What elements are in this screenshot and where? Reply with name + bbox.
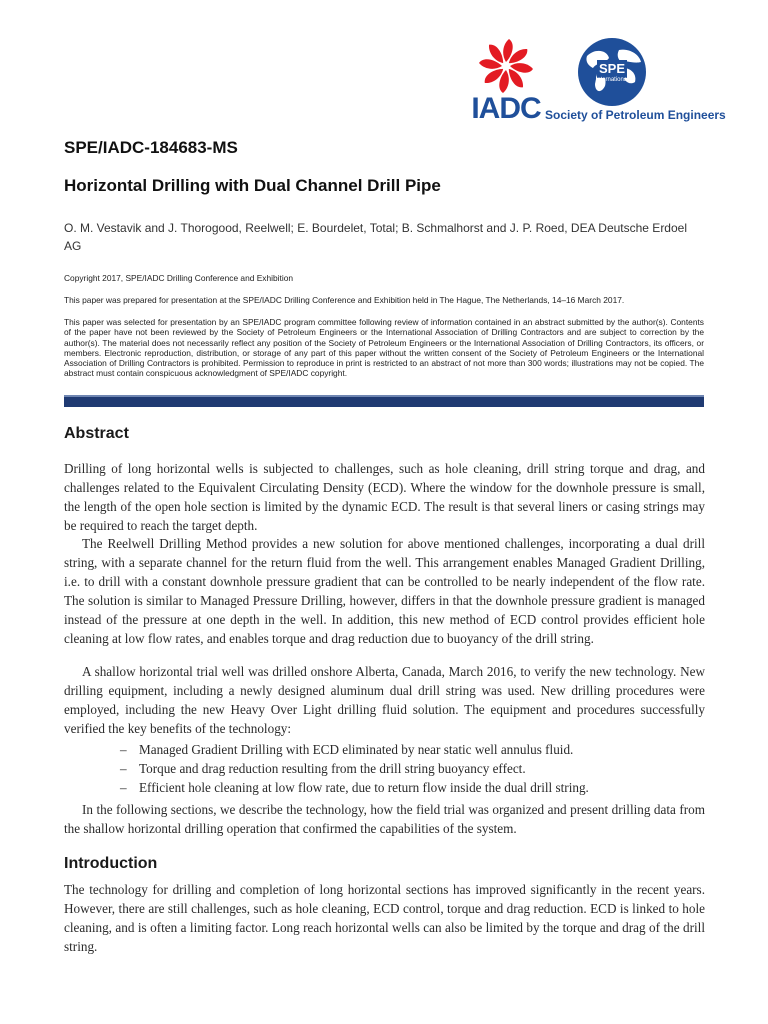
iadc-wordmark: IADC xyxy=(471,92,541,125)
abstract-paragraph: A shallow horizontal trial well was drilled onshore Alberta, Canada, March 2016, to verify the new technology. New drilling equipment, including a newly designed aluminum dual drill string was used. New drilling procedures were employed, including the new Heavy Over Light drilling fluid solution. The equipment and procedures successfully verified the key benefits of the technology: xyxy=(64,664,705,736)
header-divider xyxy=(64,397,704,407)
benefits-list xyxy=(120,740,680,797)
disclaimer: This paper was selected for presentation by an SPE/IADC program committee following review of information contained in an abstract submitted by the author(s). Contents of the paper have not been reviewed by the Society of Petroleum Engineers or the International Association of Drilling Contractors and are subject to correction by the author(s). The material does not necessarily reflect any position of the Society of Petroleum Engineers or the International Association of Drilling Contractors, its officers, or members. Electronic reproduction, distribution, or storage of any part of this paper without the written consent of the Society of Petroleum Engineers or the International Association of Drilling Contractors is prohibited. Permission to reproduce in print is restricted to an abstract of not more than 300 words; illustrations may not be copied. The abstract must contain conspicuous acknowledgment of SPE/IADC copyright. xyxy=(64,317,704,379)
iadc-logo xyxy=(466,38,546,124)
spe-badge-text: SPE xyxy=(598,61,626,76)
presentation-notice: This paper was prepared for presentation at the SPE/IADC Drilling Conference and Exhibition held in The Hague, The Netherlands, 14–16 March 2017. xyxy=(64,295,625,305)
iadc-flower-icon xyxy=(472,38,540,94)
abstract-paragraph: In the following sections, we describe the technology, how the field trial was organized and present drilling data from the shallow horizontal drilling operation that confirmed the capabilities of the system. xyxy=(64,802,705,836)
spe-logo xyxy=(545,36,726,126)
spe-badge-subtext: International xyxy=(595,77,629,83)
paper-title: Horizontal Drilling with Dual Channel Drill Pipe xyxy=(64,176,441,195)
authors: O. M. Vestavik and J. Thorogood, Reelwell; E. Bourdelet, Total; B. Schmalhorst and J. P. Roed, DEA Deutsche Erdoel AG xyxy=(64,221,687,253)
spe-name: Society of Petroleum Engineers xyxy=(545,108,726,122)
spe-globe-icon xyxy=(567,36,657,108)
list-item: – Efficient hole cleaning at low flow rate, due to return flow inside the dual drill string. xyxy=(120,778,680,797)
list-item: – Torque and drag reduction resulting from the drill string buoyancy effect. xyxy=(120,759,680,778)
introduction-heading: Introduction xyxy=(64,855,158,872)
abstract-paragraph: Drilling of long horizontal wells is subjected to challenges, such as hole cleaning, drill string torque and drag, and challenges related to the Equivalent Circulating Density (ECD). Where the window for the downhole pressure is small, the length of the open hole section is limited by the dynamic ECD. The result is that several liners or casing strings may be required to reach the target depth. xyxy=(64,461,705,533)
copyright-notice: Copyright 2017, SPE/IADC Drilling Conference and Exhibition xyxy=(64,273,294,283)
list-item: – Managed Gradient Drilling with ECD eliminated by near static well annulus fluid. xyxy=(120,740,680,759)
abstract-heading: Abstract xyxy=(64,425,129,442)
paper-number: SPE/IADC-184683-MS xyxy=(64,138,238,157)
abstract-paragraph: The Reelwell Drilling Method provides a new solution for above mentioned challenges, incorporating a dual drill string, with a separate channel for the return fluid from the well. This arrangement enables Managed Gradient Drilling, i.e. to drill with a constant downhole pressure gradient that can be controlled to be nearly independent of the flow rate. The solution is similar to Managed Pressure Drilling, however, differs in that the downhole pressure gradient is managed instead of the pressure at one depth in the well. In addition, this new method of ECD control provides efficient hole cleaning at low flow rates, and enables torque and drag reduction due to buoyancy of the drill string. xyxy=(64,536,705,646)
introduction-paragraph: The technology for drilling and completion of long horizontal sections has improved significantly in the recent years. However, there are still challenges, such as hole cleaning, ECD control, torque and drag reduction. ECD is linked to hole cleaning, and is often a limiting factor. Long reach horizontal wells can also be limited by the torque and drag of the drill string. xyxy=(64,882,705,954)
